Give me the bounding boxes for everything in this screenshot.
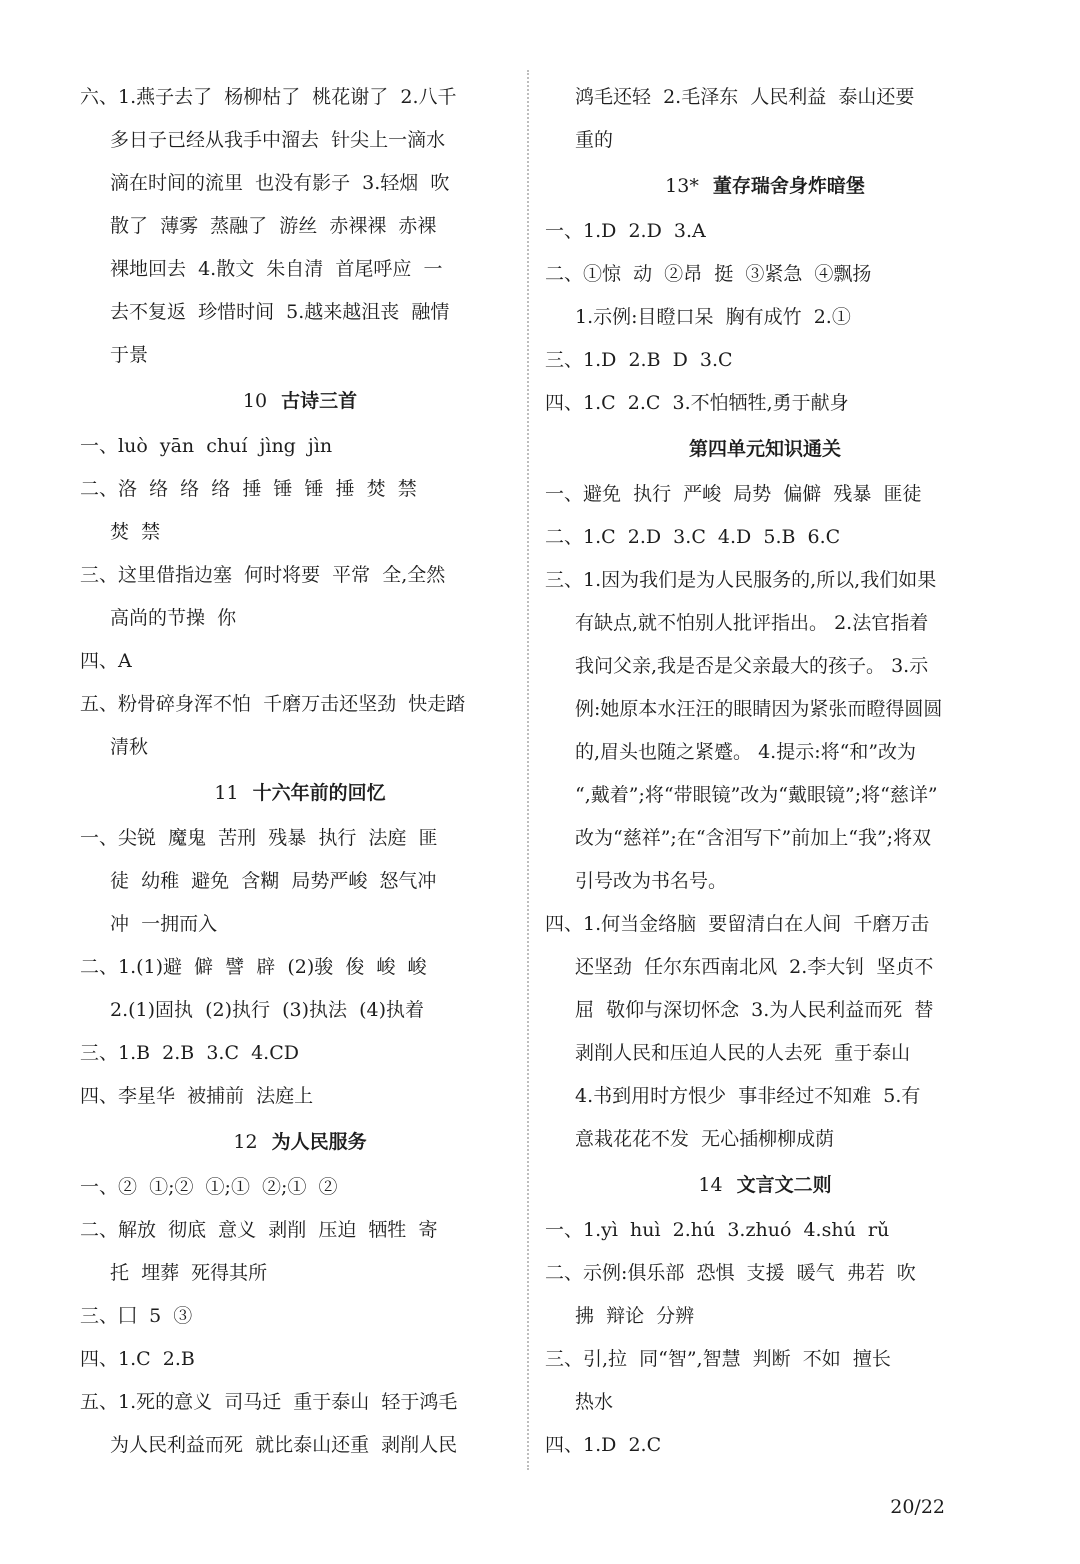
section-heading: [80, 377, 520, 425]
answer-line: 裸地回去 4.散文 朱自清 首尾呼应 一: [110, 258, 443, 280]
answer-line: 改为“慈祥”;在“含泪写下”前加上“我”;将双: [575, 827, 932, 849]
answer-line: 二、示例:俱乐部 恐惧 支援 暖气 弗若 吹: [545, 1262, 916, 1284]
answer-line: 二、洛 络 络 络 捶 锤 锤 捶 焚 禁: [80, 478, 417, 500]
answer-line: 四、李星华 被捕前 法庭上: [80, 1085, 314, 1107]
answer-line: 拂 辩论 分辨: [575, 1305, 695, 1327]
answer-line: 重的: [575, 129, 614, 151]
answer-line: 五、1.死的意义 司马迁 重于泰山 轻于鸿毛: [80, 1391, 458, 1413]
section-heading: [545, 162, 985, 210]
answer-line: 一、避免 执行 严峻 局势 偏僻 残暴 匪徒: [545, 483, 922, 505]
section-heading: [80, 769, 520, 817]
section-heading: [545, 1161, 985, 1209]
section-number: 12: [233, 1131, 258, 1153]
answer-line: 的,眉头也随之紧蹙。 4.提示:将“和”改为: [575, 741, 917, 763]
answer-line: 一、② ①;② ①;① ②;① ②: [80, 1176, 338, 1198]
answer-line: 托 埋葬 死得其所: [110, 1262, 268, 1284]
answer-line: 徒 幼稚 避免 含糊 局势严峻 怒气冲: [110, 870, 437, 892]
answer-line: 一、尖锐 魔鬼 苦刑 残暴 执行 法庭 匪: [80, 827, 438, 849]
answer-line: 二、①惊 动 ②昂 挺 ③紧急 ④飘扬: [545, 263, 872, 285]
column-divider: [527, 70, 529, 1470]
answer-line: 为人民利益而死 就比泰山还重 剥削人民: [110, 1434, 458, 1456]
section-heading: [80, 1118, 520, 1166]
answer-line: 冲 一拥而入: [110, 913, 218, 935]
answer-line: 一、1.yì huì 2.hú 3.zhuó 4.shú rǔ: [545, 1219, 890, 1241]
answer-line: 意栽花花不发 无心插柳柳成荫: [575, 1128, 835, 1150]
answer-line: 四、1.何当金络脑 要留清白在人间 千磨万击: [545, 913, 930, 935]
answer-line: 引号改为书名号。: [575, 870, 728, 892]
answer-line: 四、1.C 2.B: [80, 1348, 195, 1370]
answer-line: 五、粉骨碎身浑不怕 千磨万击还坚劲 快走踏: [80, 693, 466, 715]
answer-line: 例:她原本水汪汪的眼睛因为紧张而瞪得圆圆: [575, 698, 943, 720]
answer-line: 一、luò yān chuí jìng jìn: [80, 435, 333, 457]
answer-line: 三、引,拉 同“智”,智慧 判断 不如 擅长: [545, 1348, 891, 1370]
answer-line: 四、A: [80, 650, 132, 672]
section-number: 10: [242, 390, 268, 412]
answer-line: 我问父亲,我是否是父亲最大的孩子。 3.示: [575, 655, 929, 677]
answer-line: 六、1.燕子去了 杨柳枯了 桃花谢了 2.八千: [80, 86, 457, 108]
answer-line: 鸿毛还轻 2.毛泽东 人民利益 泰山还要: [575, 86, 915, 108]
answer-line: 散了 薄雾 蒸融了 游丝 赤裸裸 赤裸: [110, 215, 437, 237]
section-title: 十六年前的回忆: [252, 782, 386, 804]
section-number: 11: [214, 782, 239, 804]
answer-line: 有缺点,就不怕别人批评指出。 2.法官指着: [575, 612, 929, 634]
answer-line: 四、1.C 2.C 3.不怕牺牲,勇于献身: [545, 392, 849, 414]
answer-line: 三、这里借指边塞 何时将要 平常 全,全然: [80, 564, 446, 586]
answer-line: 还坚劲 任尔东西南北风 2.李大钊 坚贞不: [575, 956, 934, 978]
answer-line: 热水: [575, 1391, 614, 1413]
answer-line: 三、1.因为我们是为人民服务的,所以,我们如果: [545, 569, 937, 591]
answer-line: 一、1.D 2.D 3.A: [545, 220, 706, 242]
answer-line: 2.(1)固执 (2)执行 (3)执法 (4)执着: [110, 999, 425, 1021]
answer-line: 于景: [110, 344, 149, 366]
answer-line: 滴在时间的流里 也没有影子 3.轻烟 吹: [110, 172, 450, 194]
answer-line: 屈 敬仰与深切怀念 3.为人民利益而死 替: [575, 999, 934, 1021]
section-title: 文言文二则: [736, 1174, 832, 1196]
answer-line: 去不复返 珍惜时间 5.越来越沮丧 融情: [110, 301, 450, 323]
section-title: 古诗三首: [281, 390, 358, 412]
section-title: 董存瑞舍身炸暗堡: [712, 175, 865, 197]
answer-line: 4.书到用时方恨少 事非经过不知难 5.有: [575, 1085, 921, 1107]
answer-line: 多日子已经从我手中溜去 针尖上一滴水: [110, 129, 446, 151]
section-heading: [545, 425, 985, 473]
answer-line: 三、囗 5 ③: [80, 1305, 193, 1327]
answer-line: 清秋: [110, 736, 149, 758]
section-title: 第四单元知识通关: [688, 438, 841, 460]
section-number: 13*: [665, 175, 699, 197]
section-number: 14: [698, 1174, 723, 1196]
answer-line: “,戴着”;将“带眼镜”改为“戴眼镜”;将“慈详”: [575, 784, 938, 806]
answer-line: 三、1.B 2.B 3.C 4.CD: [80, 1042, 299, 1064]
answer-line: 焚 禁: [110, 521, 161, 543]
answer-line: 三、1.D 2.B D 3.C: [545, 349, 733, 371]
section-title: 为人民服务: [271, 1131, 367, 1153]
answer-line: 1.示例:目瞪口呆 胸有成竹 2.①: [575, 306, 851, 328]
answer-line: 剥削人民和压迫人民的人去死 重于泰山: [575, 1042, 911, 1064]
answer-line: 二、解放 彻底 意义 剥削 压迫 牺牲 寄: [80, 1219, 438, 1241]
left-column: [80, 76, 520, 1467]
answer-line: 四、1.D 2.C: [545, 1434, 662, 1456]
right-column: [545, 76, 985, 1467]
answer-line: 二、1.C 2.D 3.C 4.D 5.B 6.C: [545, 526, 841, 548]
answer-line: 二、1.(1)避 僻 譬 辟 (2)骏 俊 峻 峻: [80, 956, 427, 978]
answer-line: 高尚的节操 你: [110, 607, 237, 629]
page-number: 20/22: [890, 1496, 945, 1518]
